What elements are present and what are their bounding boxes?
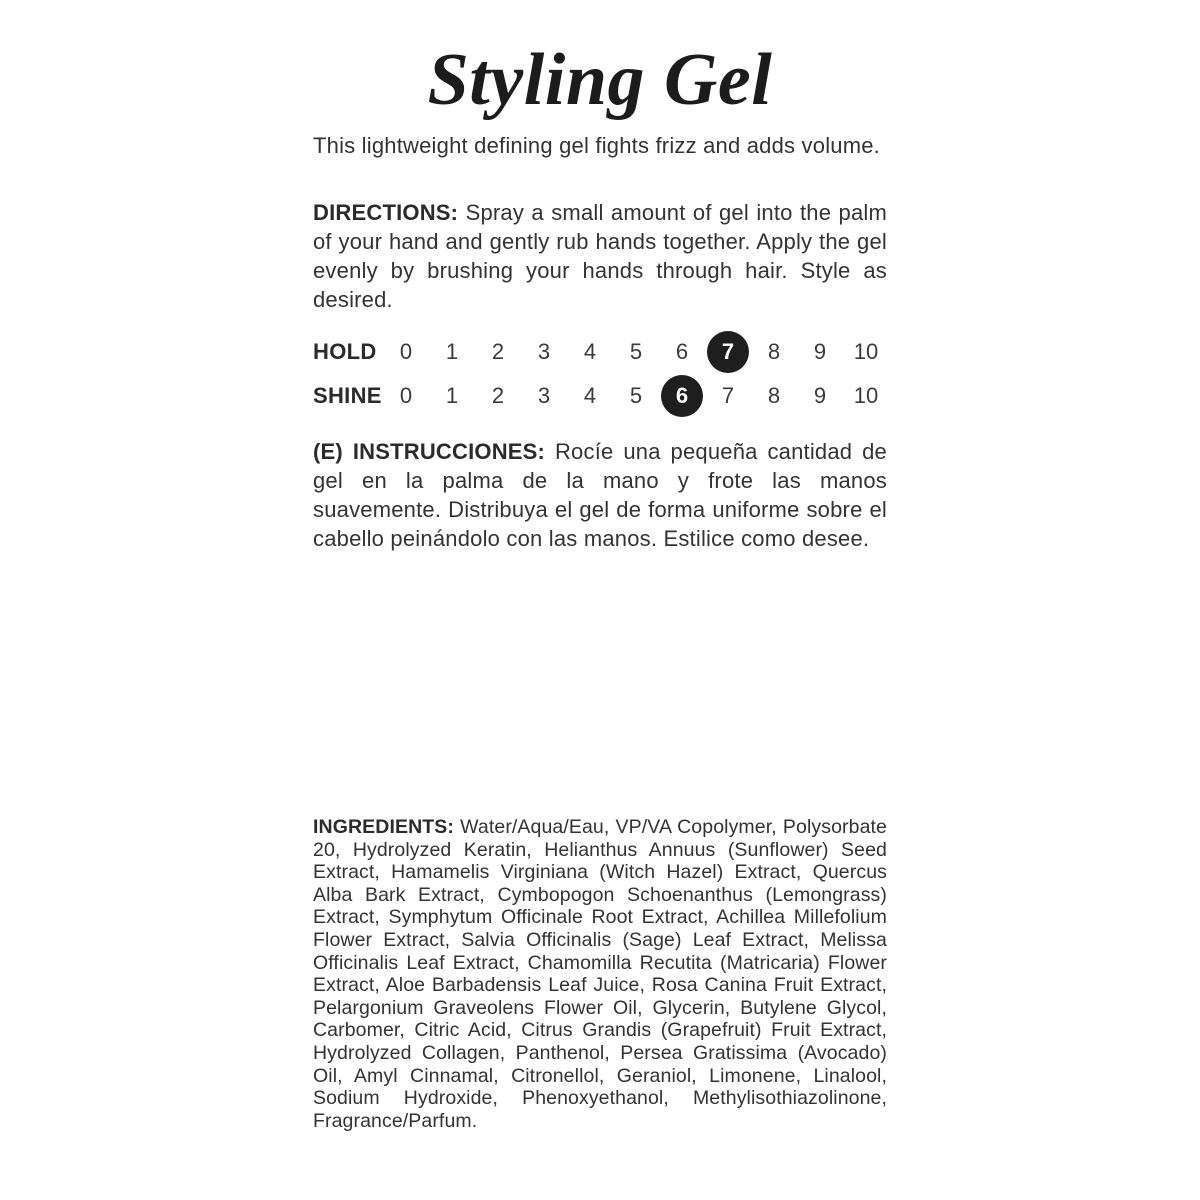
directions-text: Spray a small amount of gel into the palm of your hand and gently rub hands together. Apply the gel evenly by brushing your hands through hair. Style as desired. <box>313 200 888 312</box>
shine-number-10: 10 <box>853 383 879 408</box>
shine-selected-value: 6 <box>661 375 703 417</box>
hold-number-8: 8 <box>767 339 781 364</box>
shine-number-3: 3 <box>537 383 551 408</box>
shine-number-2: 2 <box>491 383 505 408</box>
shine-number-7: 7 <box>721 383 735 408</box>
instrucciones-text: Rocíe una pequeña cantidad de gel en la palma de la mano y frote las manos suavemente. Distribuya el gel de forma uniforme sobre el cabello peinándolo con las manos. Estilice como desee. <box>313 439 887 551</box>
shine-scale <box>313 375 887 417</box>
instrucciones-paragraph <box>313 437 887 553</box>
shine-number-0: 0 <box>399 383 413 408</box>
hold-number-3: 3 <box>537 339 551 364</box>
label-content <box>313 0 887 1200</box>
directions-heading: DIRECTIONS: <box>313 200 459 225</box>
hold-number-4: 4 <box>583 339 597 364</box>
shine-label: SHINE <box>313 383 382 408</box>
hold-number-6: 6 <box>675 339 689 364</box>
hold-number-0: 0 <box>399 339 413 364</box>
hold-number-10: 10 <box>853 339 879 364</box>
product-title: Styling Gel <box>427 39 773 121</box>
product-description: This lightweight defining gel fights frizz and adds volume. <box>313 133 880 158</box>
ingredients-paragraph <box>313 816 887 1132</box>
directions-paragraph <box>313 198 887 314</box>
shine-number-5: 5 <box>629 383 643 408</box>
shine-number-8: 8 <box>767 383 781 408</box>
shine-number-4: 4 <box>583 383 597 408</box>
ingredients-heading: INGREDIENTS: <box>313 816 454 838</box>
ingredients-text: Water/Aqua/Eau, VP/VA Copolymer, Polysorbate 20, Hydrolyzed Keratin, Helianthus Annuus (Sunflower) Seed Extract, Hamamelis Virginiana (Witch Hazel) Extract, Quercus Alba Bark Extract, Cymbopogon Schoenanthus (Lemongrass) Extract, Symphytum Officinale Root Extract, Achillea Millefolium Flower Extract, Salvia Officinalis (Sage) Leaf Extract, Melissa Officinalis Leaf Extract, Chamomilla Recutita (Matricaria) Flower Extract, Aloe Barbadensis Leaf Juice, Rosa Canina Fruit Extract, Pelargonium Graveolens Flower Oil, Glycerin, Butylene Glycol, Carbomer, Citric Acid, Citrus Grandis (Grapefruit) Fruit Extract, Hydrolyzed Collagen, Panthenol, Persea Gratissima (Avocado) Oil, Amyl Cinnamal, Citronellol, Geraniol, Limonene, Linalool, Sodium Hydroxide, Phenoxyethanol, Methylisothiazolinone, Fragrance/Parfum. <box>313 816 887 1132</box>
shine-number-9: 9 <box>813 383 827 408</box>
hold-number-1: 1 <box>445 339 459 364</box>
shine-scale-numbers <box>385 375 887 417</box>
instrucciones-heading: (E) INSTRUCCIONES: <box>313 439 546 464</box>
hold-scale-numbers <box>385 331 887 373</box>
hold-number-2: 2 <box>491 339 505 364</box>
hold-number-9: 9 <box>813 339 827 364</box>
hold-number-5: 5 <box>629 339 643 364</box>
hold-scale <box>313 331 887 373</box>
shine-number-1: 1 <box>445 383 459 408</box>
hold-label: HOLD <box>313 339 377 364</box>
hold-selected-value: 7 <box>707 331 749 373</box>
